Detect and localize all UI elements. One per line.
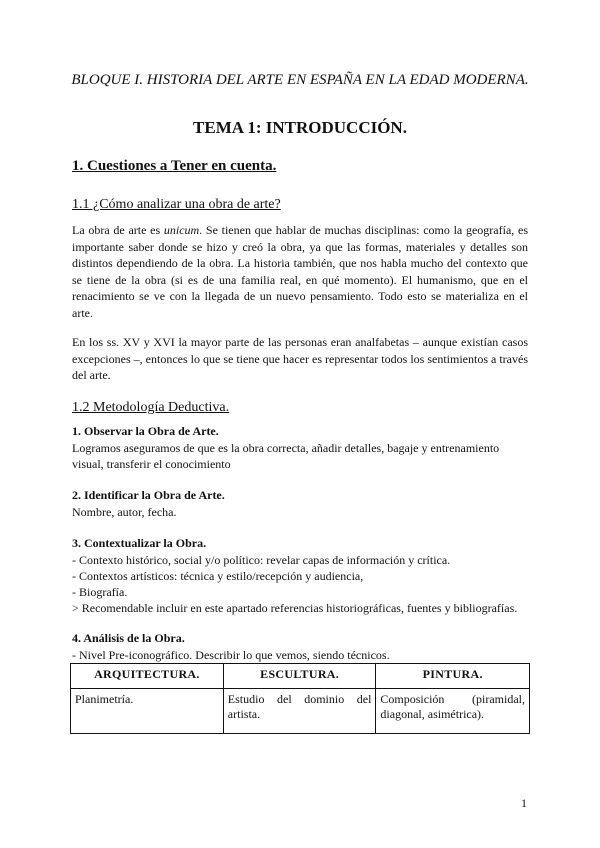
art-analysis-table xyxy=(70,663,530,734)
header-arquitectura: ARQUITECTURA. xyxy=(71,664,224,689)
cell-arquitectura: Planimetría. xyxy=(71,689,224,734)
section-1-2-heading: 1.2 Metodología Deductiva. xyxy=(72,400,230,415)
step-4-title: 4. Análisis de la Obra. xyxy=(72,631,185,645)
step-1-text: Logramos aseguramos de que es la obra correcta, añadir detalles, bagaje y entrenamiento visual, transferir el conocimiento xyxy=(72,441,500,471)
step-2-title: 2. Identificar la Obra de Arte. xyxy=(72,488,225,502)
topic-title: TEMA 1: INTRODUCCIÓN. xyxy=(193,118,407,137)
table-header-row xyxy=(71,664,530,689)
cell-pintura: Composición (piramidal, diagonal, asimétrica). xyxy=(376,689,530,734)
step-1-title: 1. Observar la Obra de Arte. xyxy=(72,424,219,438)
header-escultura: ESCULTURA. xyxy=(223,664,376,689)
section-1-heading: 1. Cuestiones a Tener en cuenta. xyxy=(72,158,277,174)
paragraph-unicum-rest: . Se tienen que hablar de muchas disciplinas: como la geografía, es importante saber donde se hizo y creó la obra, ya que las formas, materiales y detalles son distintos dependiendo de la obra. La historia también, que nos habla mucho del contexto que se tiene de la obra (si es de una familia real, en qué momento). El humanismo, que en el renacimiento se ve con la llegada de un nuevo pensamiento. Todo esto se materializa en el arte. xyxy=(72,223,528,320)
list-item: - Contexto histórico, social y/o político: revelar capas de información y crítica. xyxy=(72,553,451,567)
paragraph-unicum-start: La obra de arte es xyxy=(72,223,164,237)
list-item: - Contextos artísticos: técnica y estilo/recepción y audiencia, xyxy=(72,569,364,583)
section-1-1-heading: 1.1 ¿Cómo analizar una obra de arte? xyxy=(72,197,281,212)
step-4-text: - Nivel Pre-iconográfico. Describir lo que vemos, siendo técnicos. xyxy=(72,648,390,662)
cell-escultura: Estudio del dominio del artista. xyxy=(223,689,376,734)
step-2-text: Nombre, autor, fecha. xyxy=(72,505,177,519)
list-item: > Recomendable incluir en este apartado referencias historiográficas, fuentes y bibliografías. xyxy=(72,601,518,615)
step-3-title: 3. Contextualizar la Obra. xyxy=(72,536,207,550)
paragraph-analfabetas: En los ss. XV y XVI la mayor parte de las personas eran analfabetas – aunque existían casos excepciones –, entonces lo que se tiene que hacer es representar todos los sentimientos a través del arte. xyxy=(72,335,528,382)
table-row xyxy=(71,689,530,734)
step-3-list xyxy=(72,552,528,616)
unicum-term: unicum xyxy=(163,223,200,237)
paragraph-unicum xyxy=(72,222,528,321)
page-number: 1 xyxy=(521,796,527,810)
block-title: BLOQUE I. HISTORIA DEL ARTE EN ESPAÑA EN LA EDAD MODERNA. xyxy=(71,72,529,88)
list-item: - Biografía. xyxy=(72,585,128,599)
header-pintura: PINTURA. xyxy=(376,664,530,689)
